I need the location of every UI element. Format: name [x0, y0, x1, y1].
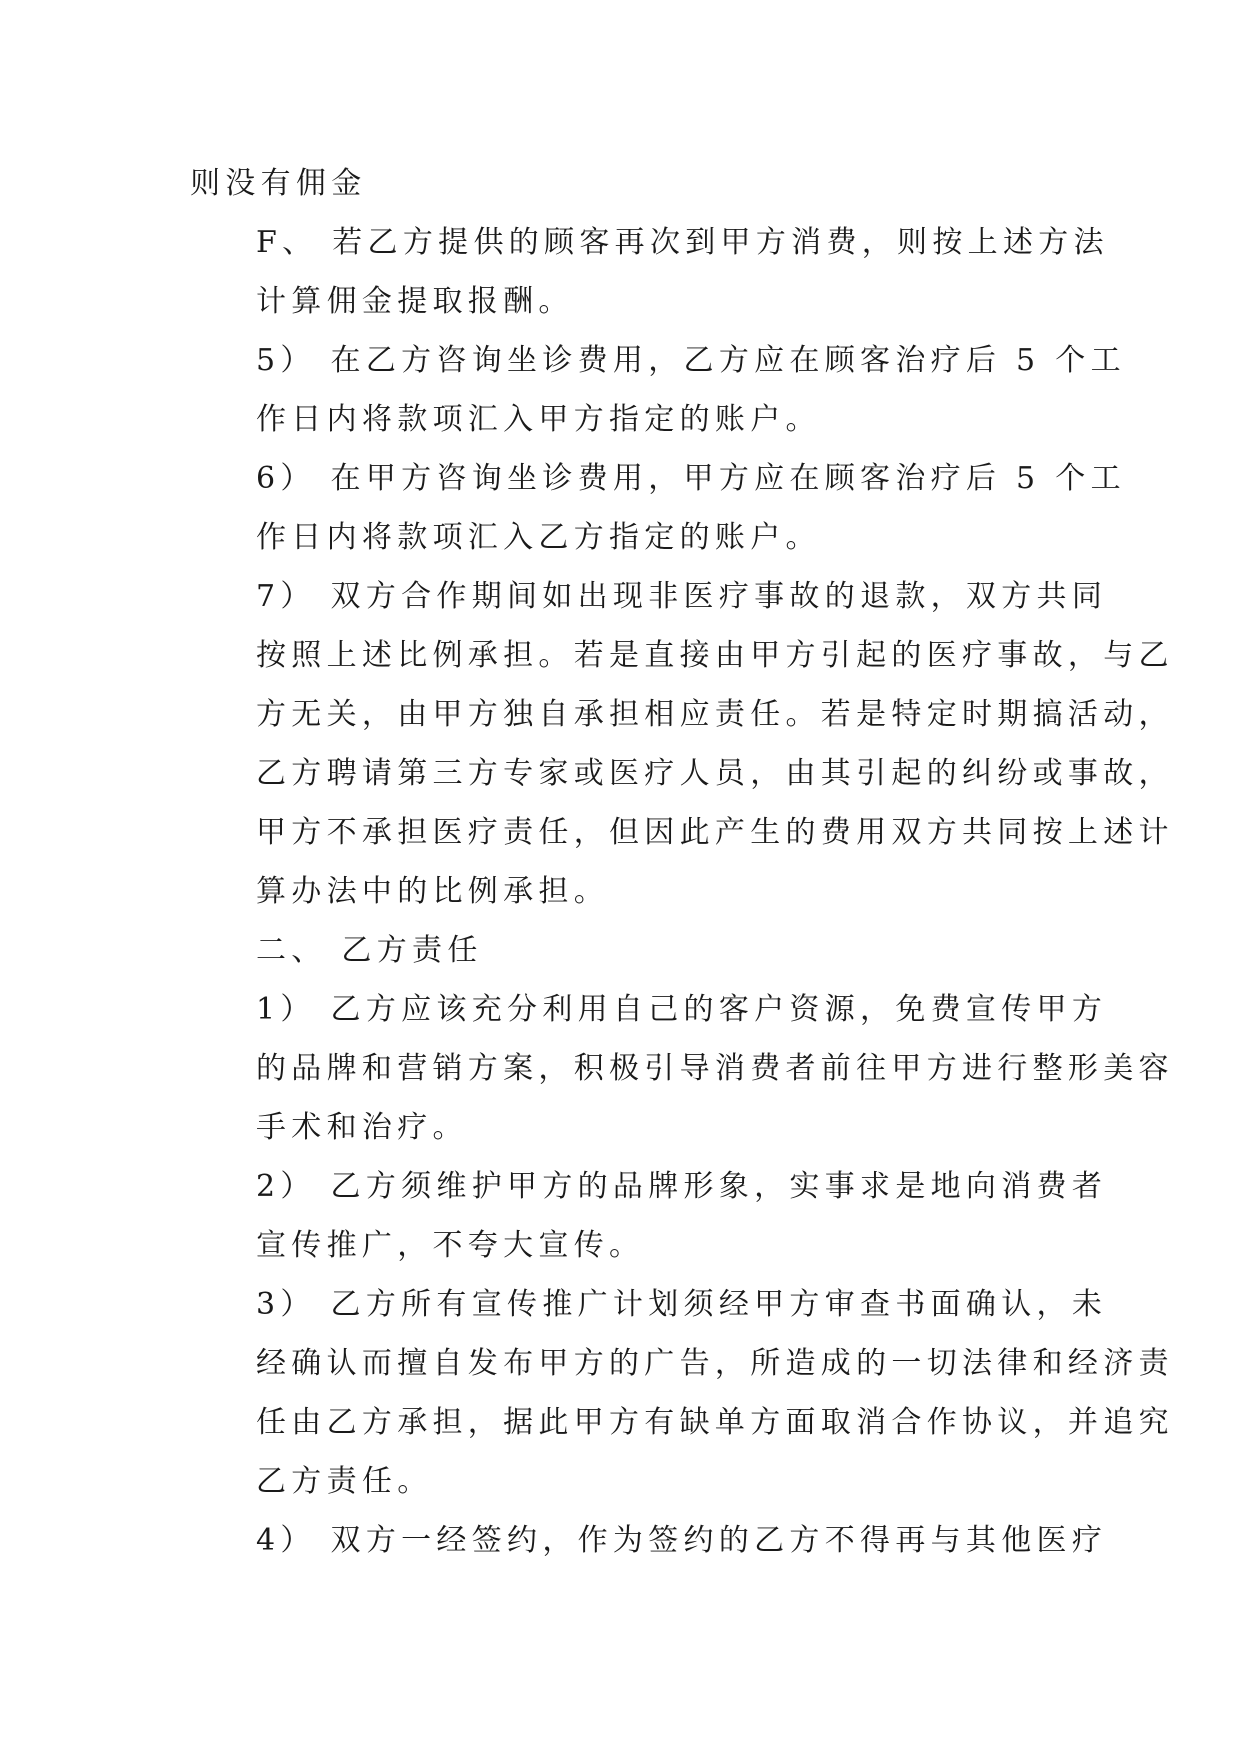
text-line: 经确认而擅自发布甲方的广告，所造成的一切法律和经济责: [256, 1346, 1174, 1381]
text-line: 7） 双方合作期间如出现非医疗事故的退款，双方共同: [256, 579, 1108, 614]
text-line: 方无关，由甲方独自承担相应责任。若是特定时期搞活动，: [256, 697, 1174, 732]
text-line: 算办法中的比例承担。: [256, 874, 609, 909]
text-line: 1） 乙方应该充分利用自己的客户资源，免费宣传甲方: [256, 992, 1108, 1027]
text-line: 二、 乙方责任: [256, 933, 483, 968]
text-line: F、 若乙方提供的顾客再次到甲方消费，则按上述方法: [256, 225, 1109, 260]
text-line: 计算佣金提取报酬。: [256, 284, 574, 319]
paragraph-duty-4: [190, 1511, 1108, 1570]
text-line: 甲方不承担医疗责任，但因此产生的费用双方共同按上述计: [256, 815, 1174, 850]
text-line: 任由乙方承担，据此甲方有缺单方面取消合作协议，并追究: [256, 1405, 1174, 1440]
text-line: 手术和治疗。: [256, 1110, 468, 1145]
text-line: 6） 在甲方咨询坐诊费用，甲方应在顾客治疗后 5 个工: [256, 461, 1126, 496]
paragraph-duty-3: [190, 1275, 1174, 1511]
paragraph-clause-7: [190, 567, 1174, 921]
text-line: 乙方聘请第三方专家或医疗人员，由其引起的纠纷或事故，: [256, 756, 1174, 791]
text-line: 5） 在乙方咨询坐诊费用，乙方应在顾客治疗后 5 个工: [256, 343, 1126, 378]
paragraph-clause-6: [190, 449, 1126, 567]
paragraph-fragment-commission: [190, 154, 1050, 213]
text-line: 则没有佣金: [190, 166, 367, 201]
paragraph-clause-f: [190, 213, 1109, 331]
text-line: 2） 乙方须维护甲方的品牌形象，实事求是地向消费者: [256, 1169, 1108, 1204]
text-line: 的品牌和营销方案，积极引导消费者前往甲方进行整形美容: [256, 1051, 1174, 1086]
text-line: 3） 乙方所有宣传推广计划须经甲方审查书面确认，未: [256, 1287, 1108, 1322]
paragraph-duty-1: [190, 980, 1174, 1157]
section-heading-party-b-duties: [190, 921, 1050, 980]
text-line: 4） 双方一经签约，作为签约的乙方不得再与其他医疗: [256, 1523, 1108, 1558]
paragraph-clause-5: [190, 331, 1126, 449]
text-line: 作日内将款项汇入甲方指定的账户。: [256, 402, 821, 437]
text-line: 乙方责任。: [256, 1464, 433, 1499]
text-line: 按照上述比例承担。若是直接由甲方引起的医疗事故，与乙: [256, 638, 1174, 673]
document-page: [190, 154, 1174, 1570]
text-line: 作日内将款项汇入乙方指定的账户。: [256, 520, 821, 555]
paragraph-duty-2: [190, 1157, 1108, 1275]
text-line: 宣传推广，不夸大宣传。: [256, 1228, 645, 1263]
